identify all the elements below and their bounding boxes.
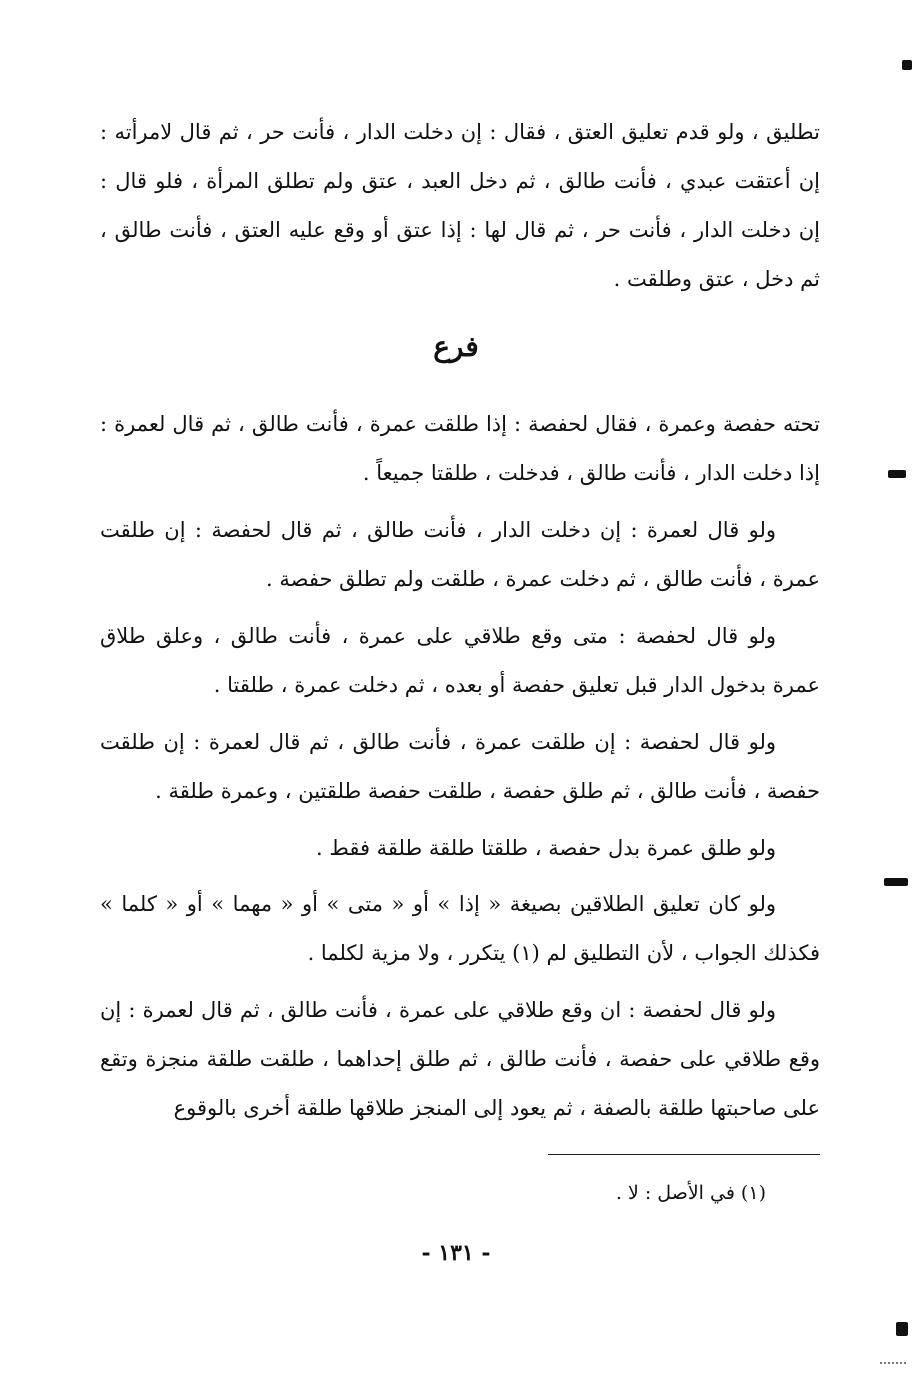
margin-mark-top — [902, 60, 912, 70]
footnote: (١) في الأصل : لا . — [615, 1182, 766, 1204]
paragraph-1: تطليق ، ولو قدم تعليق العتق ، فقال : إن دخلت الدار ، فأنت حر ، ثم قال لامرأته : إن أعتقت عبدي ، فأنت طالق ، ثم دخل العبد ، عتق ولم تطلق المرأة ، فلو قال : إن دخلت الدار ، فأنت حر ، ثم قال لها : إذا عتق أو وقع عليه العتق ، فأنت طالق ، ثم دخل ، عتق وطلقت . — [100, 120, 820, 291]
paragraph-5: ولو قال لحفصة : إن طلقت عمرة ، فأنت طالق ، ثم قال لعمرة : إن طلقت حفصة ، فأنت طالق ، ثم طلق حفصة ، طلقت حفصة طلقتين ، وعمرة طلقة . — [100, 730, 820, 803]
section-heading: فرع — [433, 330, 479, 363]
paragraph-6: ولو طلق عمرة بدل حفصة ، طلقتا طلقة طلقة فقط . — [316, 836, 776, 860]
margin-mark-bottom — [896, 1322, 908, 1336]
margin-mark-middle — [888, 470, 906, 478]
paragraph-8: ولو قال لحفصة : ان وقع طلاقي على عمرة ، فأنت طالق ، ثم قال لعمرة : إن وقع طلاقي على حفصة ، فأنت طالق ، ثم طلق إحداهما ، طلقت طلقة منجزة وتقع على صاحبتها طلقة بالصفة ، ثم يعود إلى المنجز طلاقها طلقة أخرى بالوقوع — [100, 998, 820, 1120]
page-number: - ١٣١ - — [421, 1240, 491, 1266]
paragraph-3: ولو قال لعمرة : إن دخلت الدار ، فأنت طالق ، ثم قال لحفصة : إن طلقت عمرة ، فأنت طالق ، ثم دخلت عمرة ، طلقت ولم تطلق حفصة . — [100, 518, 820, 591]
margin-mark-lower — [884, 878, 908, 886]
paragraph-2: تحته حفصة وعمرة ، فقال لحفصة : إذا طلقت عمرة ، فأنت طالق ، ثم قال لعمرة : إذا دخلت الدار ، فأنت طالق ، فدخلت ، طلقتا جميعاً . — [100, 412, 820, 485]
paragraph-7: ولو كان تعليق الطلاقين بصيغة « إذا » أو « متى » أو « مهما » أو « كلما » فكذلك الجواب ، لأن التطليق لم (١) يتكرر ، ولا مزية لكلما . — [100, 892, 820, 965]
paragraph-4: ولو قال لحفصة : متى وقع طلاقي على عمرة ، فأنت طالق ، وعلق طلاق عمرة بدخول الدار قبل تعليق حفصة أو بعده ، ثم دخلت عمرة ، طلقتا . — [100, 624, 820, 697]
page-edge-dots — [880, 1352, 906, 1364]
footnote-divider — [548, 1154, 820, 1155]
